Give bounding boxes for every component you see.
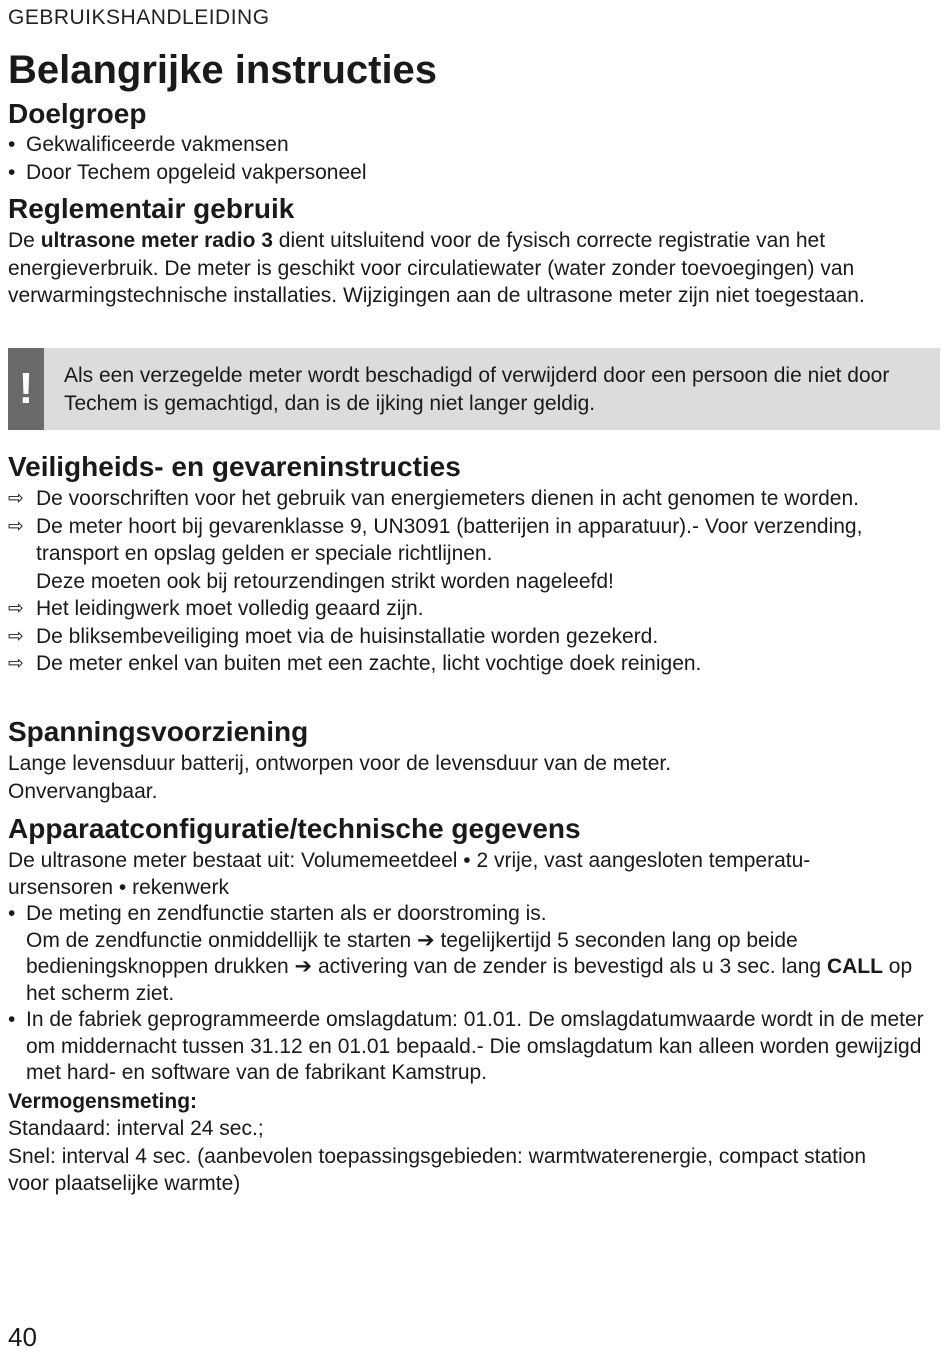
section-doelgroep [8, 97, 940, 186]
text-run: dient uitsluitend voor de fysisch correcte registratie van het energieverbruik. De meter is geschikt voor circulatiewater (water zonder toevoegingen) van verwarmingstechnische installaties. Wijzigingen aan de ultrasone meter zijn niet toegestaan. [8, 229, 865, 307]
list-item [8, 901, 940, 1007]
warning-box [8, 348, 940, 430]
doelgroep-list [8, 131, 940, 186]
spanning-line: Onvervangbaar. [8, 779, 158, 803]
section-reglementair [8, 192, 940, 310]
apparaat-intro: De ultrasone meter bestaat uit: Volumemeetdeel • 2 vrije, vast aangesloten temperatu-ursensoren • rekenwerk [8, 849, 811, 899]
exclamation-icon: ! [8, 348, 44, 430]
page-number: 40 [8, 1322, 37, 1352]
text-run: De [8, 229, 41, 252]
list-item: ⇨ De voorschriften voor het gebruik van energiemeters dienen in acht genomen te worden. [8, 485, 886, 513]
section-heading: Veiligheids- en gevareninstructies [8, 451, 461, 482]
spanning-line: Lange levensduur batterij, ontworpen voor de levensduur van de meter. [8, 752, 672, 775]
vermogensmeting-line: Snel: interval 4 sec. (aanbevolen toepassingsgebieden: warmtwaterenergie, compact station voor plaatselijke warmte) [8, 1144, 866, 1195]
list-item: • Gekwalificeerde vakmensen [8, 131, 940, 159]
section-veiligheid [8, 450, 940, 678]
list-item: • In de fabriek geprogrammeerde omslagdatum: 01.01. De omslagdatumwaarde wordt in de meter om middernacht tussen 31.12 en 01.01 bepaald.- Die omslagdatum kan alleen worden gewijzigd met hard- en software van de fabrikant Kamstrup. [8, 1007, 940, 1087]
list-item: ⇨ De meter hoort bij gevarenklasse 9, UN3091 (batterijen in apparatuur).- Voor verzending, transport en opslag gelden er speciale richtlijnen. [8, 513, 906, 568]
list-item: ⇨ De bliksembeveiliging moet via de huisinstallatie worden gezekerd. [8, 623, 940, 651]
veiligheid-list [8, 485, 940, 568]
section-heading: Spanningsvoorziening [8, 716, 309, 747]
vermogensmeting-line: Standaard: interval 24 sec.; [8, 1117, 264, 1140]
section-apparaat [8, 812, 940, 1198]
text-run: Om de zendfunctie onmiddellijk te starten ➔ tegelijkertijd 5 seconden lang op beide bedieningsknoppen drukken ➔ activering van de zender is bevestigd als u 3 sec. lang [26, 928, 827, 978]
apparaat-list [8, 901, 940, 1087]
list-item-continuation: Deze moeten ook bij retourzendingen strikt worden nageleefd! [36, 569, 614, 593]
section-heading: Apparaatconfiguratie/technische gegevens [8, 813, 581, 844]
product-name: ultrasone meter radio 3 [40, 229, 273, 252]
list-item: ⇨ De meter enkel van buiten met een zachte, licht vochtige doek reinigen. [8, 650, 940, 678]
warning-text: Als een verzegelde meter wordt beschadigd of verwijderd door een persoon die niet door Techem is gemachtigd, dan is de ijking niet langer geldig. [64, 364, 890, 415]
section-spanning [8, 715, 940, 805]
call-label: CALL [826, 955, 883, 978]
veiligheid-list-cont [8, 595, 940, 678]
list-item: ⇨ Het leidingwerk moet volledig geaard zijn. [8, 595, 940, 623]
reglementair-paragraph [8, 227, 940, 310]
text-run: op het scherm ziet. [26, 955, 913, 1005]
list-item: • Door Techem opgeleid vakpersoneel [8, 159, 940, 187]
section-heading: Reglementair gebruik [8, 193, 295, 224]
document-kicker: GEBRUIKSHANDLEIDING [8, 6, 270, 29]
bold-label: Vermogensmeting: [8, 1089, 198, 1113]
page-title: Belangrijke instructies [8, 48, 438, 92]
section-heading: Doelgroep [8, 98, 147, 129]
vermogensmeting-heading [8, 1088, 940, 1116]
text-run: De meting en zendfunctie starten als er doorstroming is. [26, 902, 547, 925]
